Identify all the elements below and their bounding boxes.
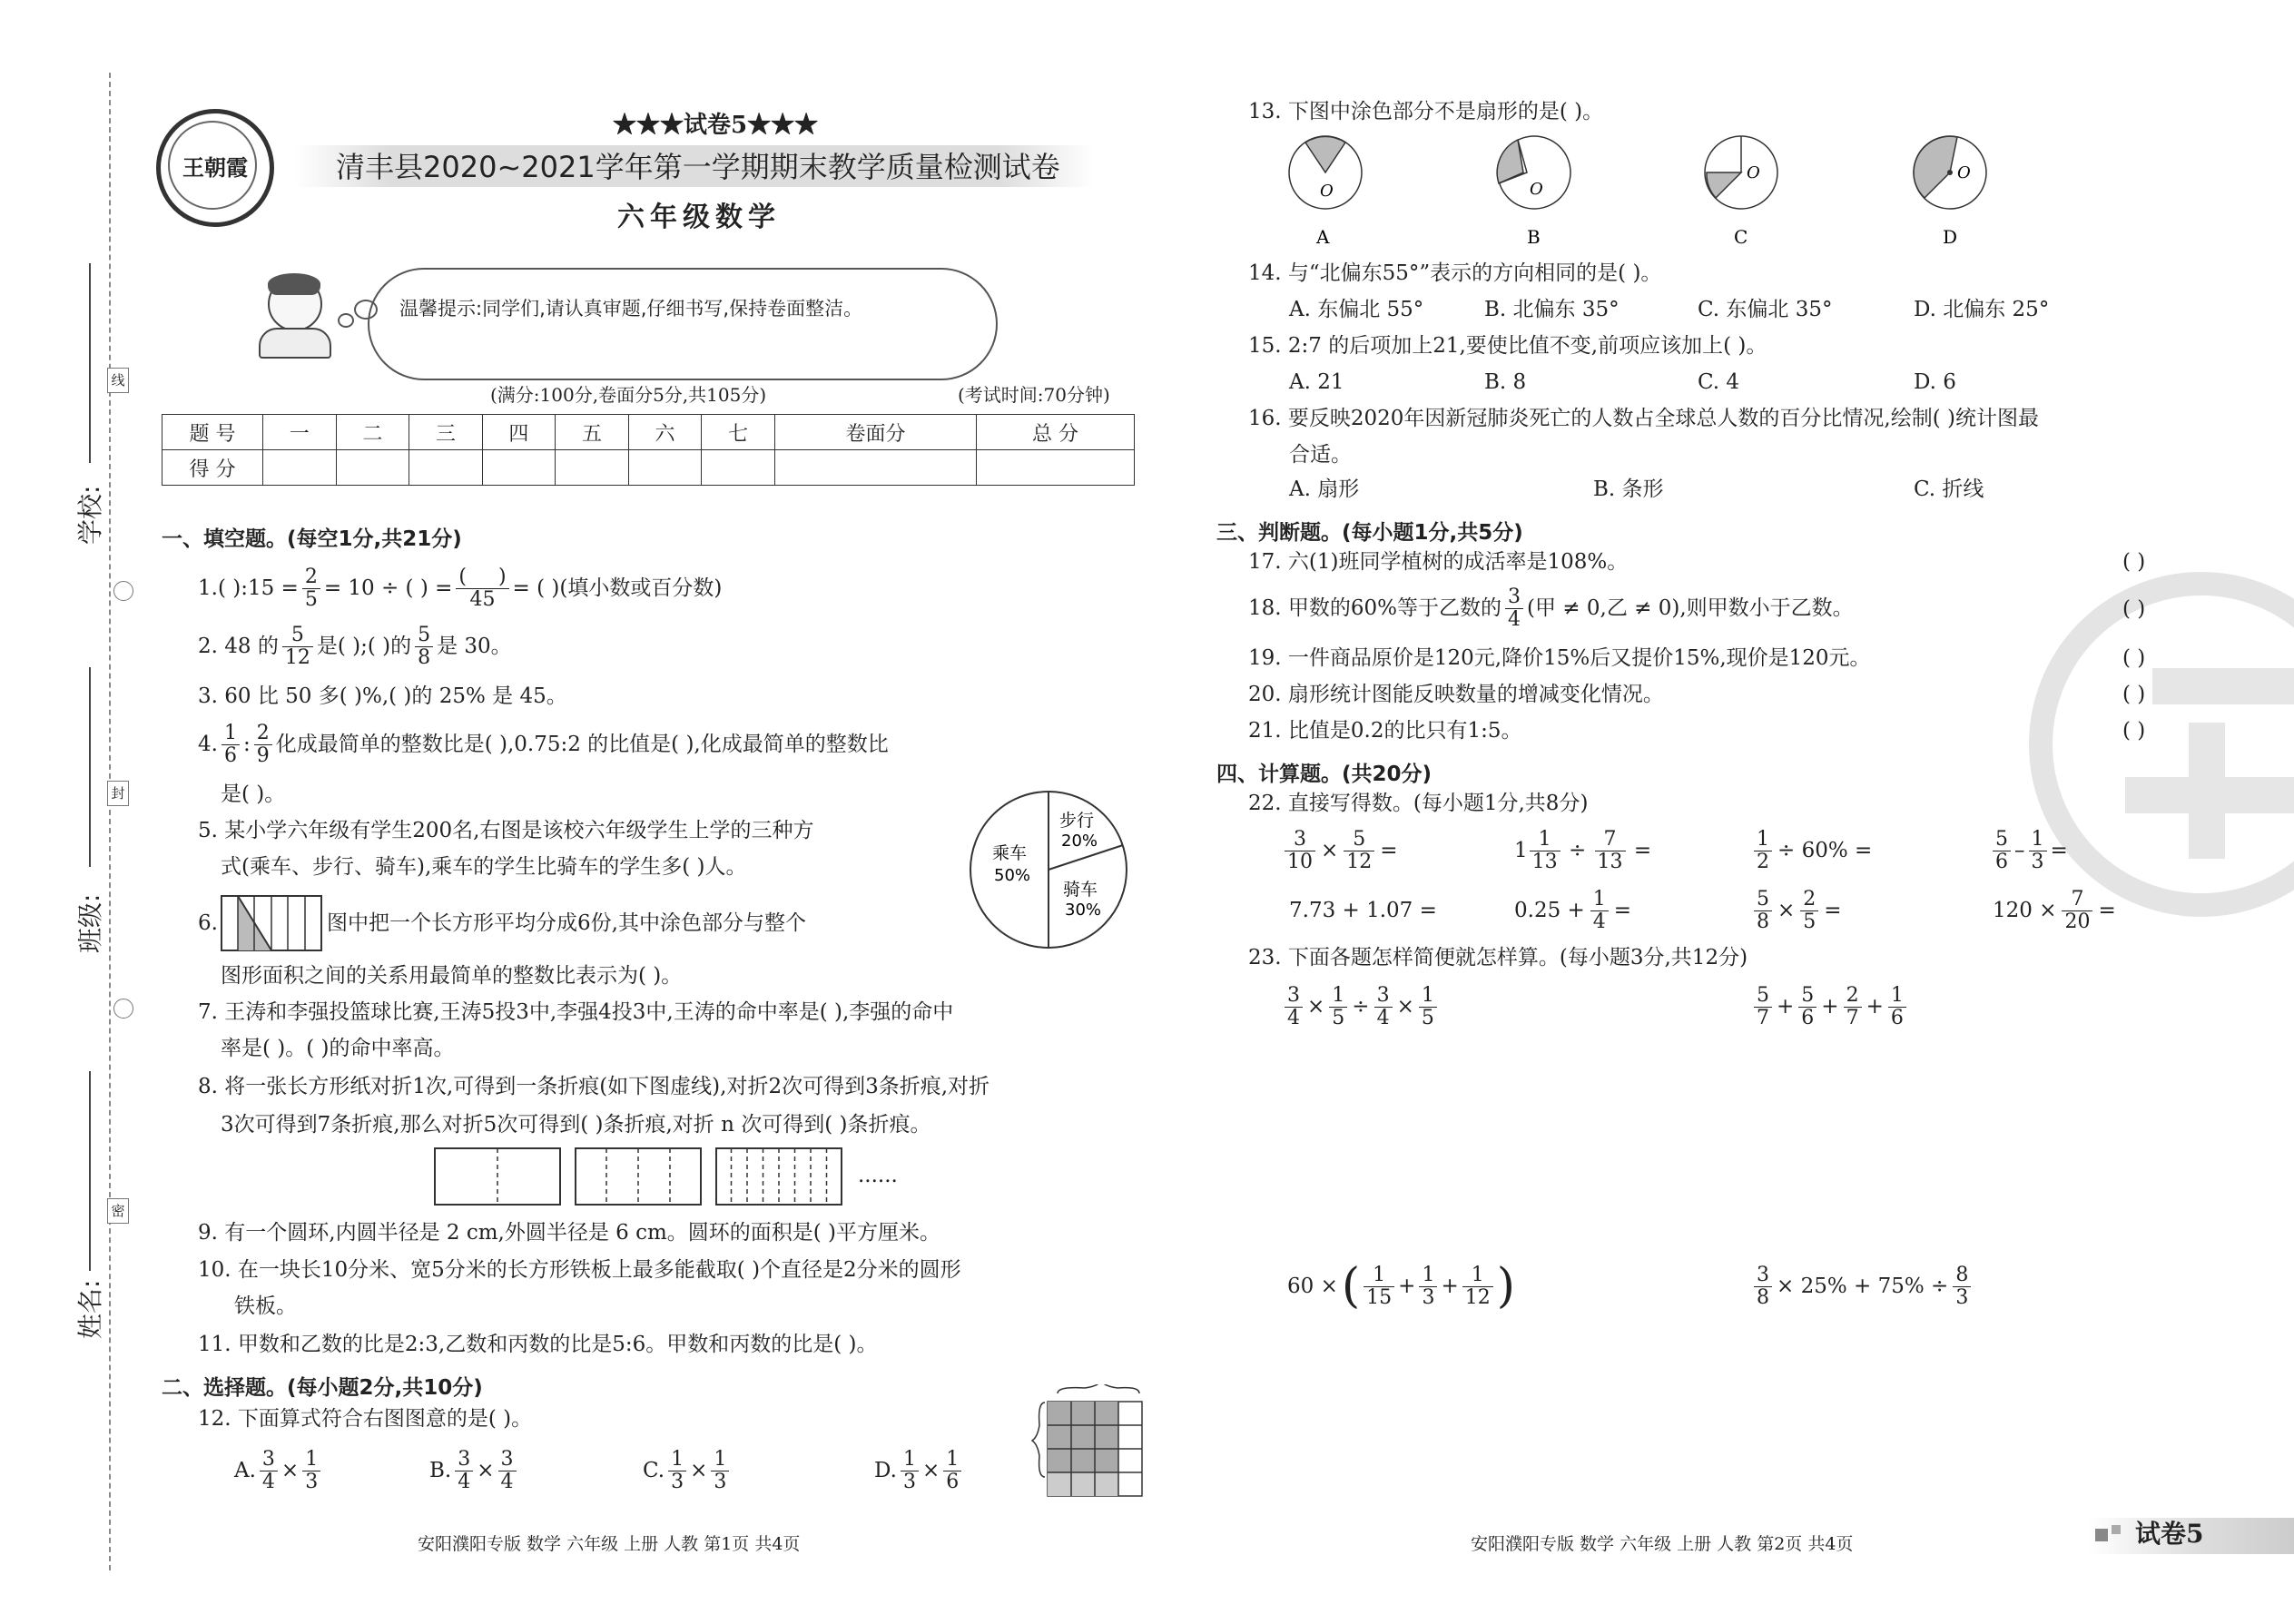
- fold-figure-1: [434, 1147, 561, 1206]
- fraction: $\frac{2}{9}$: [254, 723, 272, 765]
- question-6-text: 图中把一个长方形平均分成6份,其中涂色部分与整个: [327, 911, 806, 935]
- question-4-cont: 是( )。: [221, 782, 286, 806]
- fraction: $\frac{5}{8}$: [415, 625, 433, 667]
- question-20: 20. 扇形统计图能反映数量的增减变化情况。: [1248, 683, 1664, 706]
- table-cell: 二: [336, 415, 409, 450]
- pie-value-bus: 50%: [994, 866, 1031, 885]
- svg-text:B: B: [1527, 226, 1541, 248]
- question-8-line1: 8. 将一张长方形纸对折1次,可得到一条折痕(如下图虚线),对折2次可得到3条折痕,对折: [198, 1075, 990, 1098]
- hole-icon: [113, 999, 133, 1019]
- class-label: 班级:: [75, 893, 105, 953]
- score-table: [162, 414, 1135, 486]
- pie-label-walk: 步行: [1059, 811, 1095, 831]
- table-cell: 四: [482, 415, 556, 450]
- question-22: 22. 直接写得数。(每小题1分,共8分): [1248, 792, 1589, 815]
- q14-option-c[interactable]: C. 东偏北 35°: [1698, 298, 1833, 321]
- logo: 王朝霞: [156, 109, 274, 227]
- calc-8: 120 × $\frac{7}{20}$ =: [1993, 888, 2116, 933]
- exam-title: 清丰县2020~2021学年第一学期期末教学质量检测试卷: [336, 150, 1060, 184]
- score-cell[interactable]: [702, 450, 775, 486]
- fraction: $\frac{3}{4}$: [260, 1449, 278, 1491]
- table-cell: 总 分: [977, 415, 1135, 450]
- corner-squares-icon: [2095, 1529, 2108, 1541]
- page-1-footer: 安阳濮阳专版 数学 六年级 上册 人教 第1页 共4页: [418, 1534, 801, 1554]
- question-21: 21. 比值是0.2的比只有1:5。: [1248, 719, 1522, 743]
- q2-text-c: 是 30。: [437, 634, 512, 658]
- question-11: 11. 甲数和乙数的比是2:3,乙数和丙数的比是5:6。甲数和丙数的比是( )。: [198, 1333, 878, 1356]
- calc-2: 1 $\frac{1}{13}$ ÷ $\frac{7}{13}$ =: [1514, 828, 1652, 873]
- fraction: $\frac{1}{6}$: [943, 1449, 961, 1491]
- page-2-footer: 安阳濮阳专版 数学 六年级 上册 人教 第2页 共4页: [1471, 1534, 1854, 1554]
- calc-6: 0.25 + $\frac{1}{4}$ =: [1514, 888, 1632, 933]
- fold-dots: ......: [858, 1164, 898, 1187]
- q4-text-a: 4.: [198, 732, 218, 756]
- question-15: 15. 2:7 的后项加上21,要使比值不变,前项应该加上( )。: [1248, 334, 1767, 358]
- seal-line-mark: 线: [107, 368, 129, 393]
- thought-bubble-dot: [338, 313, 354, 328]
- name-label: 姓名:: [75, 1279, 105, 1339]
- q1-text-a: 1.( ):15 =: [198, 576, 299, 600]
- hole-icon: [113, 581, 133, 601]
- q20-answer[interactable]: ( ): [2122, 683, 2146, 706]
- q19-answer[interactable]: ( ): [2122, 646, 2146, 670]
- svg-text:O: O: [1747, 163, 1760, 182]
- pie-chart: [967, 788, 1130, 951]
- question-10-line1: 10. 在一块长10分米、宽5分米的长方形铁板上最多能截取( )个直径是2分米的圆形: [198, 1258, 961, 1282]
- question-16-line1: 16. 要反映2020年因新冠肺炎死亡的人数占全球总人数的百分比情况,绘制( )统计图最: [1248, 407, 2039, 430]
- q1-text-c: = ( )(填小数或百分数): [512, 576, 723, 600]
- q15-option-a[interactable]: A. 21: [1289, 370, 1344, 394]
- table-cell: 题 号: [162, 415, 263, 450]
- svg-text:O: O: [1320, 182, 1334, 201]
- fraction: $\frac{1}{3}$: [901, 1449, 919, 1491]
- watermark-stamp: [2029, 572, 2294, 917]
- q12-option-b[interactable]: B. $\frac{3}{4}$ × $\frac{3}{4}$: [429, 1443, 517, 1498]
- sector-figures: [1280, 134, 1988, 252]
- fraction: $\frac{1}{3}$: [711, 1449, 729, 1491]
- tip-text: 温馨提示:同学们,请认真审题,仔细书写,保持卷面整洁。: [399, 298, 863, 320]
- question-12: 12. 下面算式符合右图图意的是( )。: [198, 1407, 533, 1431]
- class-line[interactable]: [89, 667, 91, 867]
- q1-text-b: = 10 ÷ ( ) =: [323, 576, 453, 600]
- q16-option-a[interactable]: A. 扇形: [1289, 477, 1360, 501]
- calc-10: $\frac{5}{7}$ + $\frac{5}{6}$ + $\frac{2}{7}$ + $\frac{1}{6}$: [1754, 979, 1906, 1035]
- section-2-heading: 二、选择题。(每小题2分,共10分): [162, 1376, 483, 1400]
- fraction: $\frac{1}{3}$: [668, 1449, 686, 1491]
- question-5-line1: 5. 某小学六年级有学生200名,右图是该校六年级学生上学的三种方: [198, 819, 814, 842]
- svg-text:D: D: [1943, 226, 1958, 248]
- school-label: 学校:: [75, 485, 105, 545]
- question-10-line2: 铁板。: [234, 1294, 297, 1318]
- time-info: (考试时间:70分钟): [958, 384, 1110, 406]
- question-6-cont: 图形面积之间的关系用最简单的整数比表示为( )。: [221, 964, 683, 988]
- score-cell[interactable]: [774, 450, 976, 486]
- section-1-heading: 一、填空题。(每空1分,共21分): [162, 527, 462, 551]
- tip-bubble: [368, 268, 998, 380]
- fraction: $\frac{2}{5}$: [302, 566, 320, 609]
- question-9: 9. 有一个圆环,内圆半径是 2 cm,外圆半径是 6 cm。圆环的面积是( )平方厘米。: [198, 1221, 941, 1245]
- pie-value-bike: 30%: [1065, 901, 1102, 920]
- q12-option-c[interactable]: C. $\frac{1}{3}$ × $\frac{1}{3}$: [643, 1443, 729, 1498]
- score-cell[interactable]: [556, 450, 629, 486]
- fold-figure-3: [715, 1147, 842, 1206]
- section-4-heading: 四、计算题。(共20分): [1216, 763, 1433, 786]
- corner-squares-icon: [2112, 1525, 2121, 1534]
- score-cell[interactable]: [482, 450, 556, 486]
- q18-answer[interactable]: ( ): [2122, 597, 2146, 621]
- question-13: 13. 下图中涂色部分不是扇形的是( )。: [1248, 100, 1604, 123]
- fraction: $\frac{3}{4}$: [1505, 586, 1523, 629]
- school-line[interactable]: [89, 263, 91, 463]
- sector-b[interactable]: [1497, 136, 1570, 248]
- q12-option-d[interactable]: D. $\frac{1}{3}$ × $\frac{1}{6}$: [874, 1443, 961, 1498]
- question-7-line1: 7. 王涛和李强投篮球比赛,王涛5投3中,李强4投3中,王涛的命中率是( ),李强的命中: [198, 1000, 954, 1024]
- svg-text:C: C: [1734, 226, 1748, 248]
- fraction: $\frac{3}{4}$: [498, 1449, 517, 1491]
- score-table-score-row: [162, 450, 1135, 486]
- binding-margin: [0, 0, 136, 1624]
- sector-a[interactable]: [1289, 136, 1362, 248]
- svg-text:O: O: [1957, 163, 1971, 182]
- question-19: 19. 一件商品原价是120元,降价15%后又提价15%,现价是120元。: [1248, 646, 1871, 670]
- svg-text:A: A: [1316, 226, 1330, 248]
- question-7-line2: 率是( )。( )的命中率高。: [221, 1037, 455, 1060]
- corner-exam-label: 试卷5: [2135, 1519, 2204, 1549]
- exam-number: ★★★试卷5★★★: [613, 112, 819, 139]
- q12-option-a[interactable]: A. $\frac{3}{4}$ × $\frac{1}{3}$: [234, 1443, 320, 1498]
- question-6-num: 6.: [198, 911, 218, 935]
- q16-option-b[interactable]: B. 条形: [1593, 477, 1664, 501]
- calc-9: $\frac{3}{4}$ × $\frac{1}{5}$ ÷ $\frac{3}{4}$ × $\frac{1}{5}$: [1285, 979, 1437, 1035]
- score-table-header-row: [162, 415, 1135, 450]
- table-cell: 三: [409, 415, 483, 450]
- table-cell: 六: [628, 415, 702, 450]
- question-8-line2: 3次可得到7条折痕,那么对折5次可得到( )条折痕,对折 n 次可得到( )条折痕。: [221, 1113, 931, 1137]
- score-cell[interactable]: [628, 450, 702, 486]
- pie-value-walk: 20%: [1061, 832, 1098, 851]
- q17-answer[interactable]: ( ): [2122, 550, 2146, 574]
- fraction: $\frac{1}{3}$: [302, 1449, 320, 1491]
- grid-figure: [1030, 1384, 1144, 1498]
- pie-label-bike: 骑车: [1063, 880, 1098, 900]
- name-line[interactable]: [89, 1071, 91, 1271]
- question-17: 17. 六(1)班同学植树的成活率是108%。: [1248, 550, 1629, 574]
- question-5-line2: 式(乘车、步行、骑车),乘车的学生比骑车的学生多( )人。: [221, 855, 747, 879]
- rectangle-figure: [221, 895, 322, 951]
- q2-text-b: 是( );( )的: [316, 634, 412, 658]
- fraction: $\frac{3}{4}$: [455, 1449, 473, 1491]
- calc-3: $\frac{1}{2}$ ÷ 60% =: [1754, 822, 1872, 879]
- q15-option-c[interactable]: C. 4: [1698, 370, 1740, 394]
- table-cell: 得 分: [162, 450, 263, 486]
- question-3: 3. 60 比 50 多( )%,( )的 25% 是 45。: [198, 684, 567, 708]
- q2-text-a: 2. 48 的: [198, 634, 279, 658]
- pie-label-bus: 乘车: [992, 843, 1028, 863]
- fold-figure-2: [575, 1147, 702, 1206]
- sector-d[interactable]: [1914, 136, 1986, 248]
- table-cell: 五: [556, 415, 629, 450]
- score-info: (满分:100分,卷面分5分,共105分): [490, 384, 767, 406]
- calc-5: 7.73 + 1.07 =: [1289, 899, 1437, 922]
- seal-secret-mark: 密: [107, 1198, 129, 1224]
- question-4: 4. $\frac{1}{6}$ : $\frac{2}{9}$ 化成最简单的整数比是( ),0.75:2 的比值是( ),化成最简单的整数比: [198, 722, 889, 767]
- q15-option-d[interactable]: D. 6: [1914, 370, 1956, 394]
- q4-text-b: 化成最简单的整数比是( ),0.75:2 的比值是( ),化成最简单的整数比: [275, 732, 889, 756]
- question-23: 23. 下面各题怎样简便就怎样算。(每小题3分,共12分): [1248, 946, 1748, 969]
- calc-11: 60 × ( $\frac{1}{15}$ + $\frac{1}{3}$ + $\frac{1}{12}$ ): [1287, 1259, 1516, 1314]
- score-cell[interactable]: [263, 450, 337, 486]
- question-16-line2: 合适。: [1289, 443, 1352, 467]
- score-cell[interactable]: [977, 450, 1135, 486]
- question-1: [198, 561, 722, 615]
- fraction: $\frac{5}{12}$: [282, 625, 313, 667]
- table-cell: 七: [702, 415, 775, 450]
- svg-text:O: O: [1530, 180, 1543, 199]
- score-cell[interactable]: [336, 450, 409, 486]
- calc-7: $\frac{5}{8}$ × $\frac{2}{5}$ =: [1754, 882, 1842, 939]
- calc-1: $\frac{3}{10}$ × $\frac{5}{12}$ =: [1285, 822, 1398, 879]
- q14-option-a[interactable]: A. 东偏北 55°: [1289, 298, 1424, 321]
- q14-option-d[interactable]: D. 北偏东 25°: [1914, 298, 2050, 321]
- calc-4: $\frac{5}{6}$ – $\frac{1}{3}$ =: [1993, 822, 2068, 879]
- q14-option-b[interactable]: B. 北偏东 35°: [1484, 298, 1620, 321]
- sector-c[interactable]: [1705, 136, 1777, 248]
- boy-icon: [259, 277, 331, 359]
- section-3-heading: 三、判断题。(每小题1分,共5分): [1216, 521, 1523, 545]
- calc-12: $\frac{3}{8}$ × 25% + 75% ÷ $\frac{8}{3}$: [1754, 1256, 1971, 1316]
- q21-answer[interactable]: ( ): [2122, 719, 2146, 743]
- question-18: 18. 甲数的60%等于乙数的 $\frac{3}{4}$ (甲 ≠ 0,乙 ≠ 0),则甲数小于乙数。: [1248, 586, 1854, 631]
- question-14: 14. 与“北偏东55°”表示的方向相同的是( )。: [1248, 261, 1662, 285]
- seal-seal-mark: 封: [107, 781, 129, 806]
- q16-option-c[interactable]: C. 折线: [1914, 477, 1984, 501]
- fraction: $\frac{1}{6}$: [222, 723, 240, 765]
- table-cell: 一: [263, 415, 337, 450]
- fraction: $\frac{( )}{45}$: [456, 566, 508, 609]
- q15-option-b[interactable]: B. 8: [1484, 370, 1527, 394]
- question-2: [198, 619, 512, 674]
- subject-title: 六年级数学: [617, 202, 781, 233]
- score-cell[interactable]: [409, 450, 483, 486]
- table-cell: 卷面分: [774, 415, 976, 450]
